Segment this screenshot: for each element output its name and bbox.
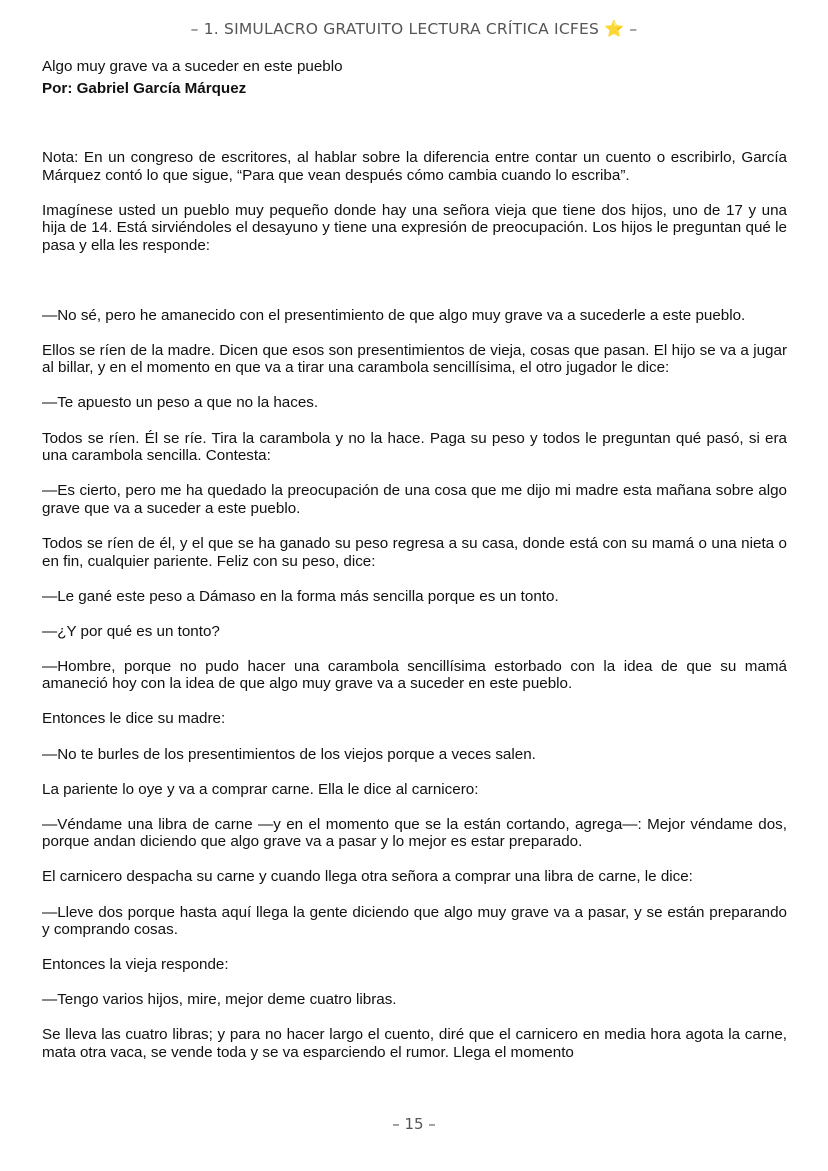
paragraph: —Es cierto, pero me ha quedado la preocupación de una cosa que me dijo mi madre esta mañana sobre algo grave que va a suceder a este pueblo. xyxy=(42,482,787,517)
paragraph: —Hombre, porque no pudo hacer una carambola sencillísima estorbado con la idea de que su mamá amaneció hoy con la idea de que algo muy grave va a suceder en este pueblo. xyxy=(42,657,787,693)
paragraph: —Véndame una libra de carne —y en el momento que se la están cortando, agrega—: Mejor véndame dos, porque andan diciendo que algo grave va a pasar y lo mejor es estar preparado. xyxy=(42,815,787,851)
paragraph: Se lleva las cuatro libras; y para no hacer largo el cuento, diré que el carnicero en media hora agota la carne, mata otra vaca, se vende toda y se va esparciendo el rumor. Llega el momento xyxy=(42,1026,787,1061)
document-body xyxy=(42,58,787,1062)
paragraph: Ellos se ríen de la madre. Dicen que esos son presentimientos de vieja, cosas que pasan. El hijo se va a jugar al billar, y en el momento en que va a tirar una carambola sencillísima, el otro jugador le dice: xyxy=(42,341,787,377)
page-header xyxy=(0,19,828,38)
paragraph: —Te apuesto un peso a que no la haces. xyxy=(42,394,319,412)
paragraph: Imagínese usted un pueblo muy pequeño donde hay una señora vieja que tiene dos hijos, uno de 17 y una hija de 14. Está sirviéndoles el desayuno y tiene una expresión de preocupación. Los hijos le preguntan qué le pasa y ella les responde: xyxy=(42,201,787,255)
paragraph: La pariente lo oye y va a comprar carne. Ella le dice al carnicero: xyxy=(42,780,479,798)
page-number: – 15 – xyxy=(392,1115,436,1133)
paragraph: Entonces la vieja responde: xyxy=(42,956,229,974)
paragraph: Entonces le dice su madre: xyxy=(42,710,226,728)
paragraph: —Tengo varios hijos, mire, mejor deme cuatro libras. xyxy=(42,991,397,1009)
paragraph: Todos se ríen. Él se ríe. Tira la carambola y no la hace. Paga su peso y todos le preguntan qué pasó, si era una carambola sencilla. Contesta: xyxy=(42,429,787,465)
paragraph: —No sé, pero he amanecido con el presentimiento de que algo muy grave va a sucederle a este pueblo. xyxy=(42,306,746,324)
header-suffix: – xyxy=(624,20,638,38)
paragraph: —Lleve dos porque hasta aquí llega la gente diciendo que algo muy grave va a pasar, y se están preparando y comprando cosas. xyxy=(42,903,787,939)
paragraph: —Le gané este peso a Dámaso en la forma más sencilla porque es un tonto. xyxy=(42,587,559,605)
header-prefix: – xyxy=(190,20,204,38)
story-title: Algo muy grave va a suceder en este pueblo xyxy=(42,58,343,75)
paragraph: —No te burles de los presentimientos de los viejos porque a veces salen. xyxy=(42,745,536,763)
paragraph: —¿Y por qué es un tonto? xyxy=(42,622,220,640)
paragraph: Nota: En un congreso de escritores, al hablar sobre la diferencia entre contar un cuento o escribirlo, García Márquez contó lo que sigue, “Para que vean después cómo cambia cuando lo escriba”. xyxy=(42,149,787,184)
header-title: 1. SIMULACRO GRATUITO LECTURA CRÍTICA ICFES xyxy=(203,20,599,38)
paragraph: Todos se ríen de él, y el que se ha ganado su peso regresa a su casa, donde está con su mamá o una nieta o en fin, cualquier pariente. Feliz con su peso, dice: xyxy=(42,534,787,570)
star-icon: ⭐ xyxy=(604,19,625,38)
paragraph: El carnicero despacha su carne y cuando llega otra señora a comprar una libra de carne, le dice: xyxy=(42,868,693,886)
story-author: Por: Gabriel García Márquez xyxy=(42,79,247,97)
